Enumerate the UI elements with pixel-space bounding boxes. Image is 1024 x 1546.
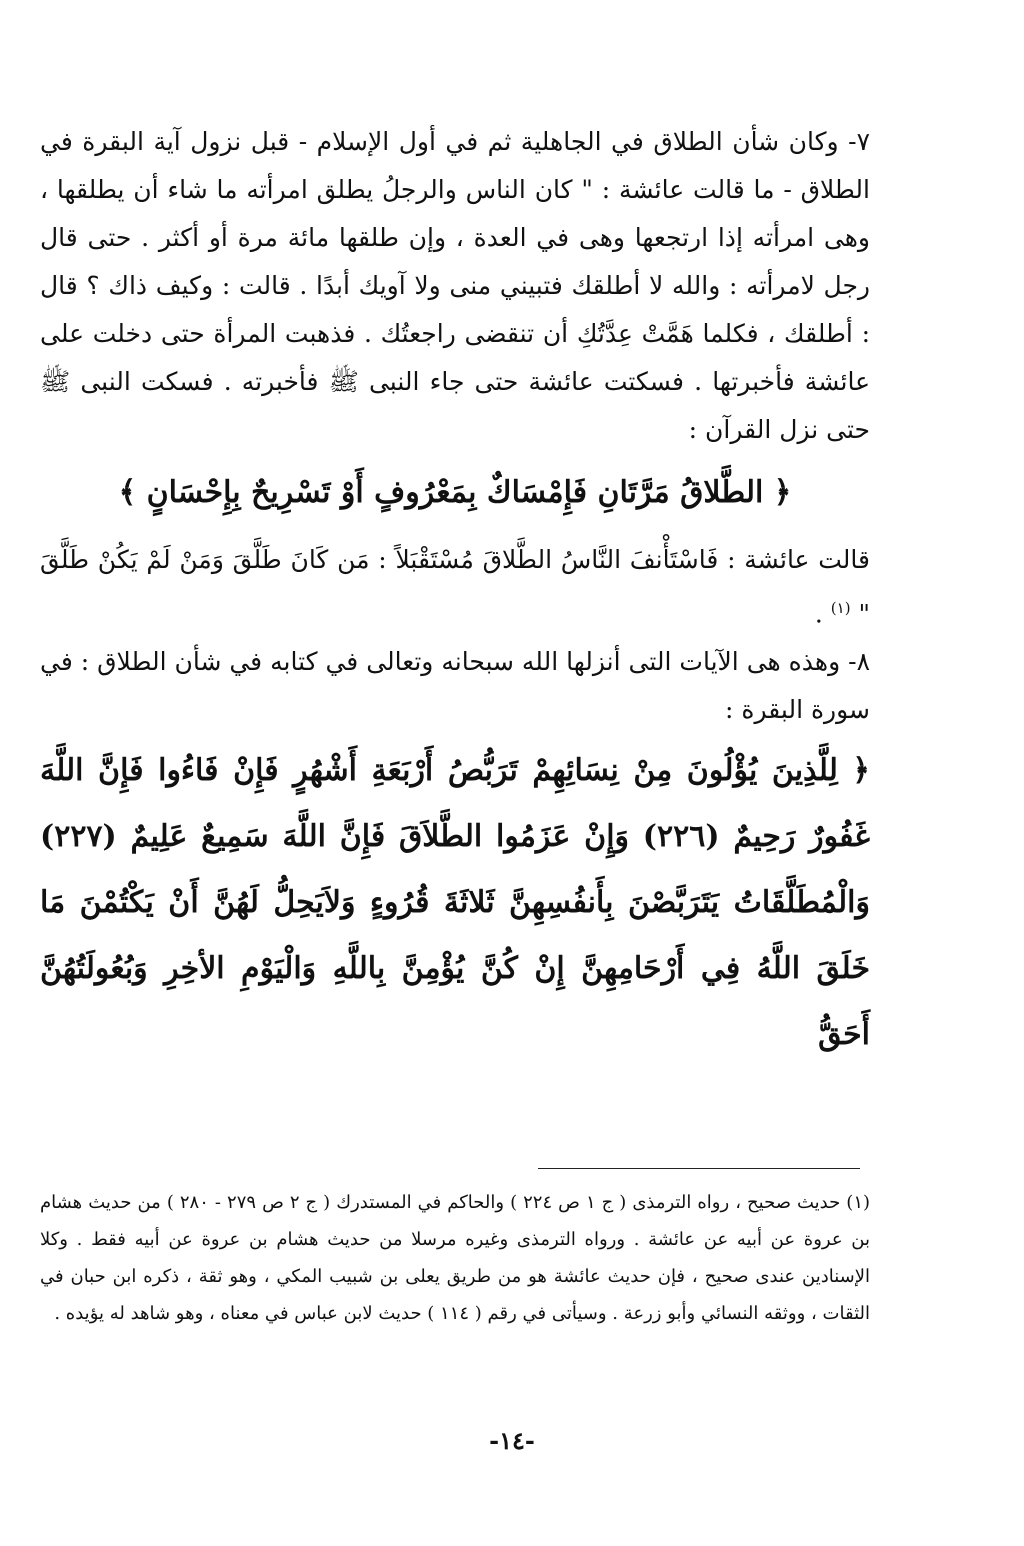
- page-body: [40, 118, 870, 1068]
- quran-verse-1: ﴿ الطَّلاقُ مَرَّتَانِ فَإِمْسَاكٌ بِمَعْرُوفٍ أَوْ تَسْرِيحٌ بِإِحْسَانٍ ﴾: [118, 475, 792, 510]
- paragraph-7: [40, 118, 870, 454]
- paragraph-text: وكان شأن الطلاق في الجاهلية ثم في أول الإسلام - قبل نزول آية البقرة في الطلاق - ما قالت عائشة : " كان الناس والرجلُ يطلق امرأته ما شاء أن يطلقها ، وهى امرأته إذا ارتجعها وهى في العدة ، وإن طلقها مائة مرة أو أكثر . حتى قال رجل لامرأته : والله لا أطلقك فتبيني منى ولا آويك أبدًا . قالت : وكيف ذاك ؟ قال : أطلقك ، فكلما هَمَّتْ عِدَّتُكِ أن تنقضى راجعتُك . فذهبت المرأة حتى دخلت على عائشة فأخبرتها . فسكتت عائشة حتى جاء النبى ﷺ فأخبرته . فسكت النبى ﷺ حتى نزل القرآن :: [40, 127, 870, 444]
- footnote-reference: (١): [830, 599, 851, 617]
- footnote-divider: [538, 1168, 860, 1169]
- paragraph-end-mark: .: [814, 599, 823, 629]
- quran-verse-2: ﴿ لِلَّذِينَ يُؤْلُونَ مِنْ نِسَائِهِمْ تَرَبُّصُ أَرْبَعَةِ أَشْهُرٍ فَإِنْ فَاءُوا فَإِنَّ اللَّهَ غَفُورٌ رَحِيمٌ (٢٢٦) وَإِنْ عَزَمُوا الطَّلاَقَ فَإِنَّ اللَّهَ سَمِيعٌ عَلِيمٌ (٢٢٧) وَالْمُطَلَّقَاتُ يَتَرَبَّصْنَ بِأَنفُسِهِنَّ ثَلاثَةَ قُرُوءٍ وَلاَيَحِلُّ لَهُنَّ أَنْ يَكْتُمْنَ مَا خَلَقَ اللَّهُ فِي أَرْحَامِهِنَّ إِنْ كُنَّ يُؤْمِنَّ بِاللَّهِ وَالْيَوْمِ الأخِرِ وَبُعُولَتُهُنَّ أَحَقُّ: [40, 753, 870, 1053]
- paragraph-7-continuation: [40, 536, 870, 638]
- footnote-1: (١) حديث صحيح ، رواه الترمذى ( ج ١ ص ٢٢٤ ) والحاكم في المستدرك ( ج ٢ ص ٢٧٩ - ٢٨٠ ) من حديث هشام بن عروة عن أبيه عن عائشة . ورواه الترمذى وغيره مرسلا من حديث هشام بن عروة عن أبيه فقط . وكلا الإسنادين عندى صحيح ، فإن حديث عائشة هو من طريق يعلى بن شبيب المكي ، وهو ثقة ، ذكره ابن حبان في الثقات ، ووثقه النسائي وأبو زرعة . وسيأتى في رقم ( ١١٤ ) حديث لابن عباس في معناه ، وهو شاهد له يؤيده .: [40, 1192, 871, 1324]
- paragraph-number: ٨-: [848, 647, 871, 677]
- paragraph-number: ٧-: [848, 127, 870, 156]
- footnotes: [40, 1184, 870, 1332]
- page-number: -١٤-: [489, 1426, 535, 1455]
- paragraph-text: قالت عائشة : فَاسْتَأْنفَ النَّاسُ الطَّلاقَ مُسْتَقْبَلاً : مَن كَانَ طَلَّقَ وَمَنْ لَمْ يَكُنْ طَلَّقَ ": [40, 545, 870, 629]
- paragraph-text: وهذه هى الآيات التى أنزلها الله سبحانه وتعالى في كتابه في شأن الطلاق : في سورة البقرة :: [40, 647, 870, 725]
- paragraph-8: [40, 638, 870, 734]
